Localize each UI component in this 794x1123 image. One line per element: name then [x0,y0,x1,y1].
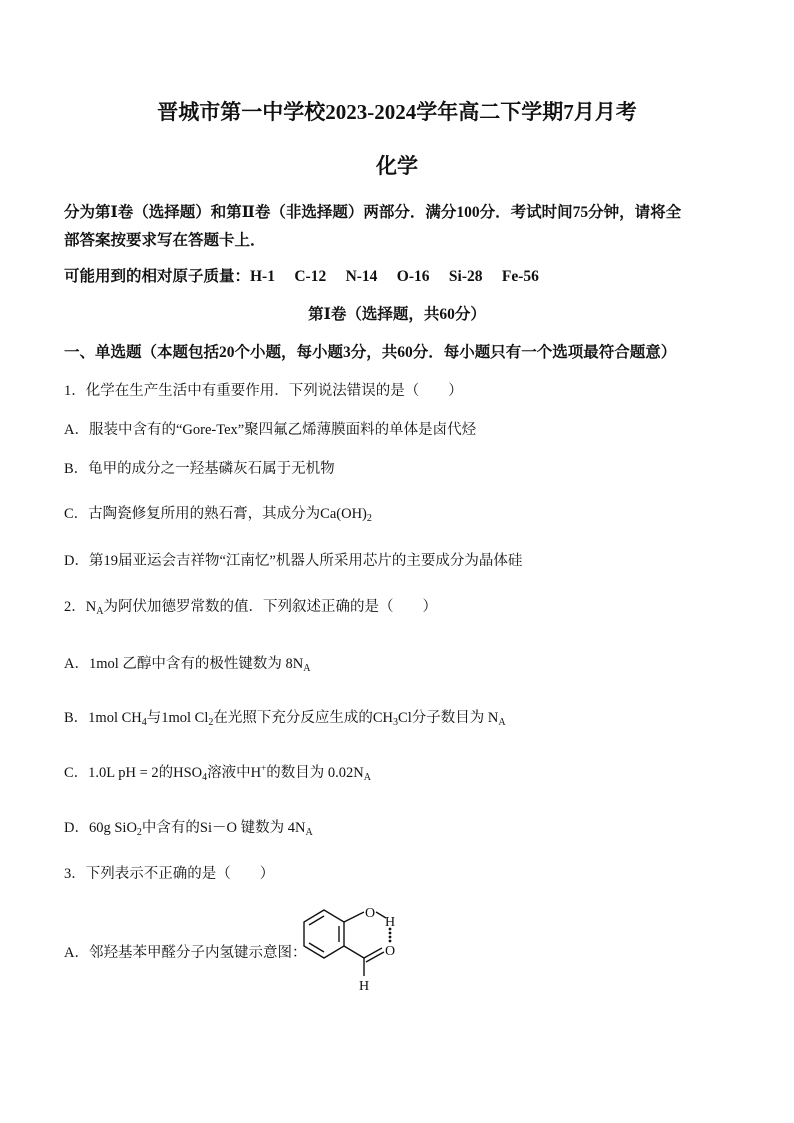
q2-option-d-sub1: 2 [136,827,142,838]
q1-option-c [64,502,372,524]
q2-option-b-part4: Cl分子数目为 N [398,710,499,726]
q1-option-c-formula: Ca(OH) [320,506,367,522]
q3-stem: 3．下列表示不正确的是（ ） [64,866,275,882]
q2-option-c-part2: 溶液中H [207,765,262,781]
subject-title: 化学 [376,154,418,178]
section-title: 第Ⅰ卷（选择题，共60分） [308,306,486,323]
q1-option-a: A．服装中含有的“Gore-Tex”聚四氟乙烯薄膜面料的单体是卤代烃 [64,422,477,438]
atomic-masses: 可能用到的相对原子质量：H-1 C-12 N-14 O-16 Si-28 Fe-56 [64,268,539,285]
bond-c-o-2 [366,952,384,962]
section-heading: 一、单选题（本题包括20个小题，每小题3分，共60分．每小题只有一个选项最符合题意） [64,344,677,361]
q2-stem-text: 为阿伏加德罗常数的值．下列叙述正确的是（ ） [103,599,437,615]
q2-option-b-sub1: 4 [141,717,147,728]
q2-stem-prefix: 2． [64,599,86,615]
q1-option-d: D．第19届亚运会吉祥物“江南忆”机器人所采用芯片的主要成分为晶体硅 [64,553,523,569]
q2-option-c [64,761,371,783]
hbond-dot-4 [389,940,392,943]
q2-option-d [64,816,313,838]
bond-c-o-1 [364,948,382,958]
q2-option-a-sub: A [303,663,311,674]
q2-option-b-sub2: 2 [208,717,214,728]
atom-h-hydroxyl: H [385,915,396,930]
exam-title: 晋城市第一中学校2023-2024学年高二下学期7月月考 [157,100,637,124]
q1-option-c-text: C．古陶瓷修复所用的熟石膏，其成分为 [64,506,321,522]
benzene-ring [304,910,344,958]
q2-option-a [64,652,310,674]
intro-line-1: 分为第Ⅰ卷（选择题）和第Ⅱ卷（非选择题）两部分．满分100分．考试时间75分钟，请将全 [64,204,682,221]
q2-option-c-sup: + [261,763,267,773]
intro-line-2: 部答案按要求写在答题卡上． [64,232,266,249]
q2-option-c-part3: 的数目为 0.02N [266,765,364,781]
salicylaldehyde-hbond-diagram [296,898,416,998]
q2-option-d-part2: 中含有的Si－O 键数为 4N [141,820,306,836]
q2-option-c-part1: C．1.0L pH = 2的HSO [64,765,203,781]
q2-option-d-part1: D．60g SiO [64,820,137,836]
hbond-dot-2 [389,932,392,935]
q2-option-b-sub3: 3 [393,717,399,728]
q2-option-c-sub3: A [363,772,371,783]
q1-option-b: B．龟甲的成分之一羟基磷灰石属于无机物 [64,461,335,477]
q2-na-sub: A [96,606,104,617]
atom-o-hydroxyl: O [365,906,376,921]
q2-stem [64,595,437,617]
q1-stem: 1．化学在生产生活中有重要作用．下列说法错误的是（ ） [64,383,463,399]
atom-o-carbonyl: O [385,944,396,959]
q2-option-b-part3: 在光照下充分反应生成的CH [213,710,394,726]
q2-option-b-part1: B．1mol CH [64,710,142,726]
q2-na-symbol: N [85,599,97,615]
q2-option-c-sub1: 4 [202,772,208,783]
q2-option-b-part2: 与1mol Cl [146,710,209,726]
q1-option-c-sub: 2 [366,513,372,524]
q2-option-b [64,706,506,728]
q2-option-b-sub4: A [498,717,506,728]
hbond-dot-3 [389,936,392,939]
q2-option-d-sub2: A [305,827,313,838]
q3-option-a: A．邻羟基苯甲醛分子内氢键示意图： [64,945,307,961]
bond-c-oh [344,912,364,922]
atom-h-aldehyde: H [359,979,370,994]
bond-c-cho [344,946,364,958]
q2-option-a-text: A．1mol 乙醇中含有的极性键数为 8N [64,656,304,672]
